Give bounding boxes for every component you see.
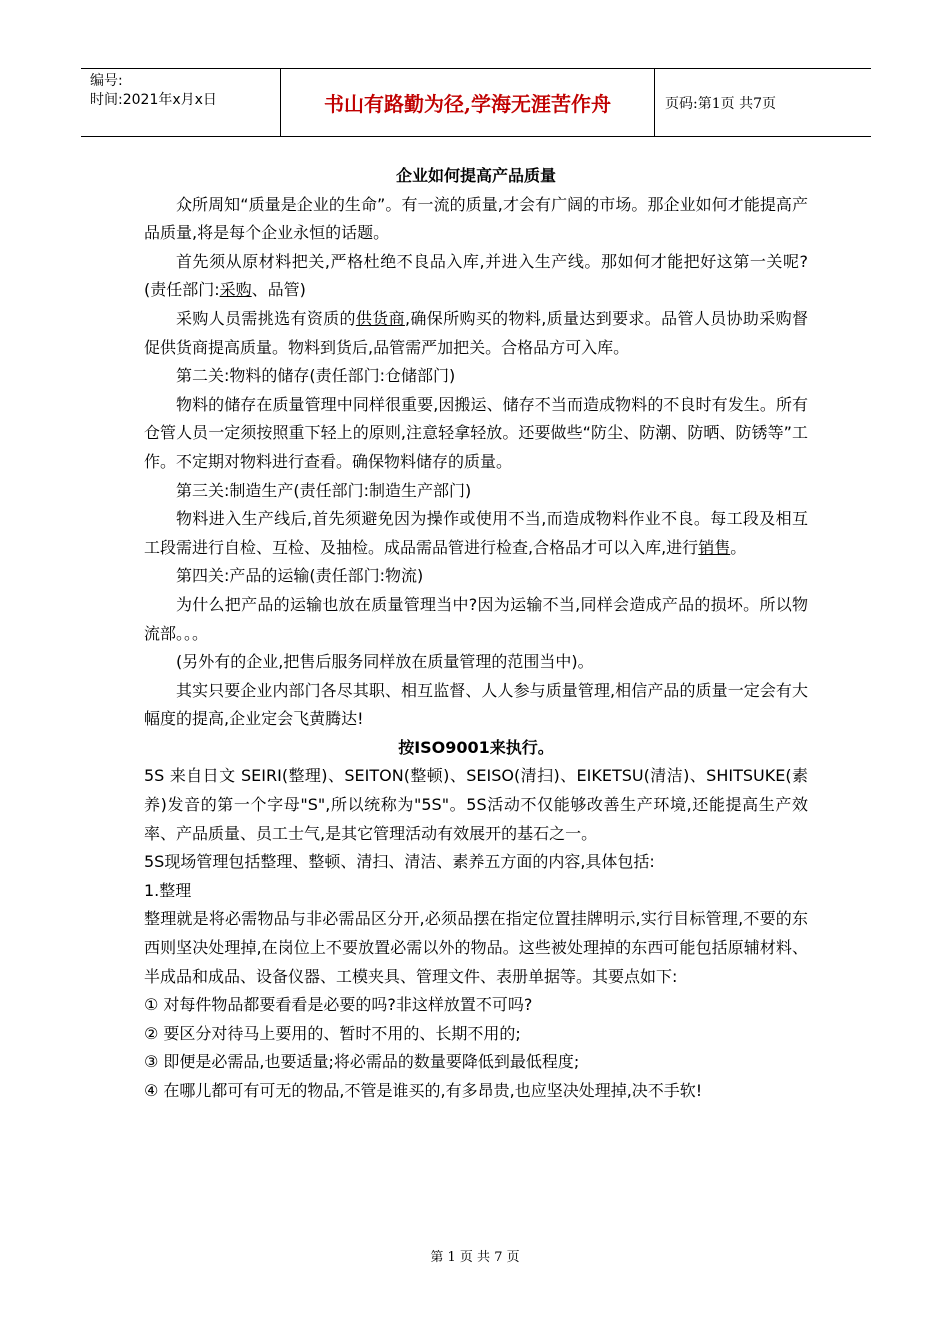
header-page-info: 页码:第1页 共7页 bbox=[665, 95, 776, 112]
paragraph bbox=[144, 248, 808, 305]
page-footer: 第 1 页 共 7 页 bbox=[430, 1250, 520, 1265]
supplier-link[interactable]: 供货商 bbox=[355, 308, 405, 328]
paragraph bbox=[144, 305, 808, 362]
paragraph: 5S 来自日文 SEIRI(整理)、SEITON(整顿)、SEISO(清扫)、EIKETSU(清洁)、SHITSUKE(素养)发音的第一个字母"S",所以统称为"5S"。5S活动不仅能够改善生产环境,还能提高生产效率、产品质量、员工士气,是其它管理活动有效展开的基石之一。 bbox=[144, 766, 808, 843]
paragraph-text: 、品管) bbox=[251, 280, 306, 300]
header-page-cell bbox=[655, 69, 871, 136]
paragraph bbox=[144, 505, 808, 562]
list-item: ② 要区分对待马上要用的、暂时不用的、长期不用的; bbox=[144, 1023, 521, 1043]
document-subtitle: 按ISO9001来执行。 bbox=[398, 737, 554, 757]
list-item: ③ 即便是必需品,也要适量;将必需品的数量要降低到最低程度; bbox=[144, 1052, 580, 1072]
section-heading: 第三关:制造生产(责任部门:制造生产部门) bbox=[176, 480, 472, 500]
paragraph-text: ,确保所购买的物料,质量达到要求。品管人员协助采购督促供货商提高质量。物料到货后,品管需严加把关。合格品方可入库。 bbox=[144, 308, 808, 357]
sales-link[interactable]: 销售 bbox=[698, 537, 731, 557]
paragraph: 5S现场管理包括整理、整顿、清扫、清洁、素养五方面的内容,具体包括: bbox=[144, 852, 655, 872]
list-heading: 1.整理 bbox=[144, 880, 192, 900]
document-number-label: 编号: bbox=[90, 73, 123, 89]
document-body bbox=[144, 162, 808, 1106]
header-meta-cell bbox=[81, 69, 281, 136]
paragraph-text: 采购人员需挑选有资质的 bbox=[176, 308, 356, 328]
purchase-link[interactable]: 采购 bbox=[219, 280, 252, 300]
section-heading: 第四关:产品的运输(责任部门:物流) bbox=[176, 566, 424, 586]
document-title: 企业如何提高产品质量 bbox=[395, 166, 556, 185]
paragraph: 整理就是将必需物品与非必需品区分开,必须品摆在指定位置挂牌明示,实行目标管理,不要的东西则坚决处理掉,在岗位上不要放置必需以外的物品。这些被处理掉的东西可能包括原辅材料、半成品和成品、设备仪器、工模夹具、管理文件、表册单据等。其要点如下: bbox=[144, 909, 808, 986]
paragraph: 为什么把产品的运输也放在质量管理当中?因为运输不当,同样会造成产品的损坏。所以物流部。。。 bbox=[144, 594, 808, 643]
paragraph-text: 。 bbox=[730, 537, 747, 557]
header-table bbox=[81, 68, 871, 137]
paragraph: 众所周知“质量是企业的生命”。有一流的质量,才会有广阔的市场。那企业如何才能提高产品质量,将是每个企业永恒的话题。 bbox=[144, 194, 808, 243]
list-item: ④ 在哪儿都可有可无的物品,不管是谁买的,有多昂贵,也应坚决处理掉,决不手软! bbox=[144, 1081, 703, 1100]
document-time-label: 时间:2021年x月x日 bbox=[90, 92, 217, 108]
paragraph: (另外有的企业,把售后服务同样放在质量管理的范围当中)。 bbox=[176, 652, 594, 672]
list-item: ① 对每件物品都要看看是必要的吗?非这样放置不可吗? bbox=[144, 995, 533, 1015]
header-motto-cell bbox=[281, 69, 655, 136]
paragraph-text: 首先须从原材料把关,严格杜绝不良品入库,并进入生产线。那如何才能把好这第一关呢?(责任部门: bbox=[144, 251, 808, 300]
paragraph: 其实只要企业内部门各尽其职、相互监督、人人参与质量管理,相信产品的质量一定会有大幅度的提高,企业定会飞黄腾达! bbox=[144, 680, 808, 729]
section-heading: 第二关:物料的储存(责任部门:仓储部门) bbox=[176, 366, 456, 386]
header-motto: 书山有路勤为径,学海无涯苦作舟 bbox=[324, 92, 611, 116]
paragraph: 物料的储存在质量管理中同样很重要,因搬运、储存不当而造成物料的不良时有发生。所有仓管人员一定须按照重下轻上的原则,注意轻拿轻放。还要做些“防尘、防潮、防晒、防锈等”工作。不定期对物料进行查看。确保物料储存的质量。 bbox=[144, 394, 808, 471]
paragraph-text: 物料进入生产线后,首先须避免因为操作或使用不当,而造成物料作业不良。每工段及相互工段需进行自检、互检、及抽检。成品需品管进行检查,合格品才可以入库,进行 bbox=[144, 509, 808, 557]
